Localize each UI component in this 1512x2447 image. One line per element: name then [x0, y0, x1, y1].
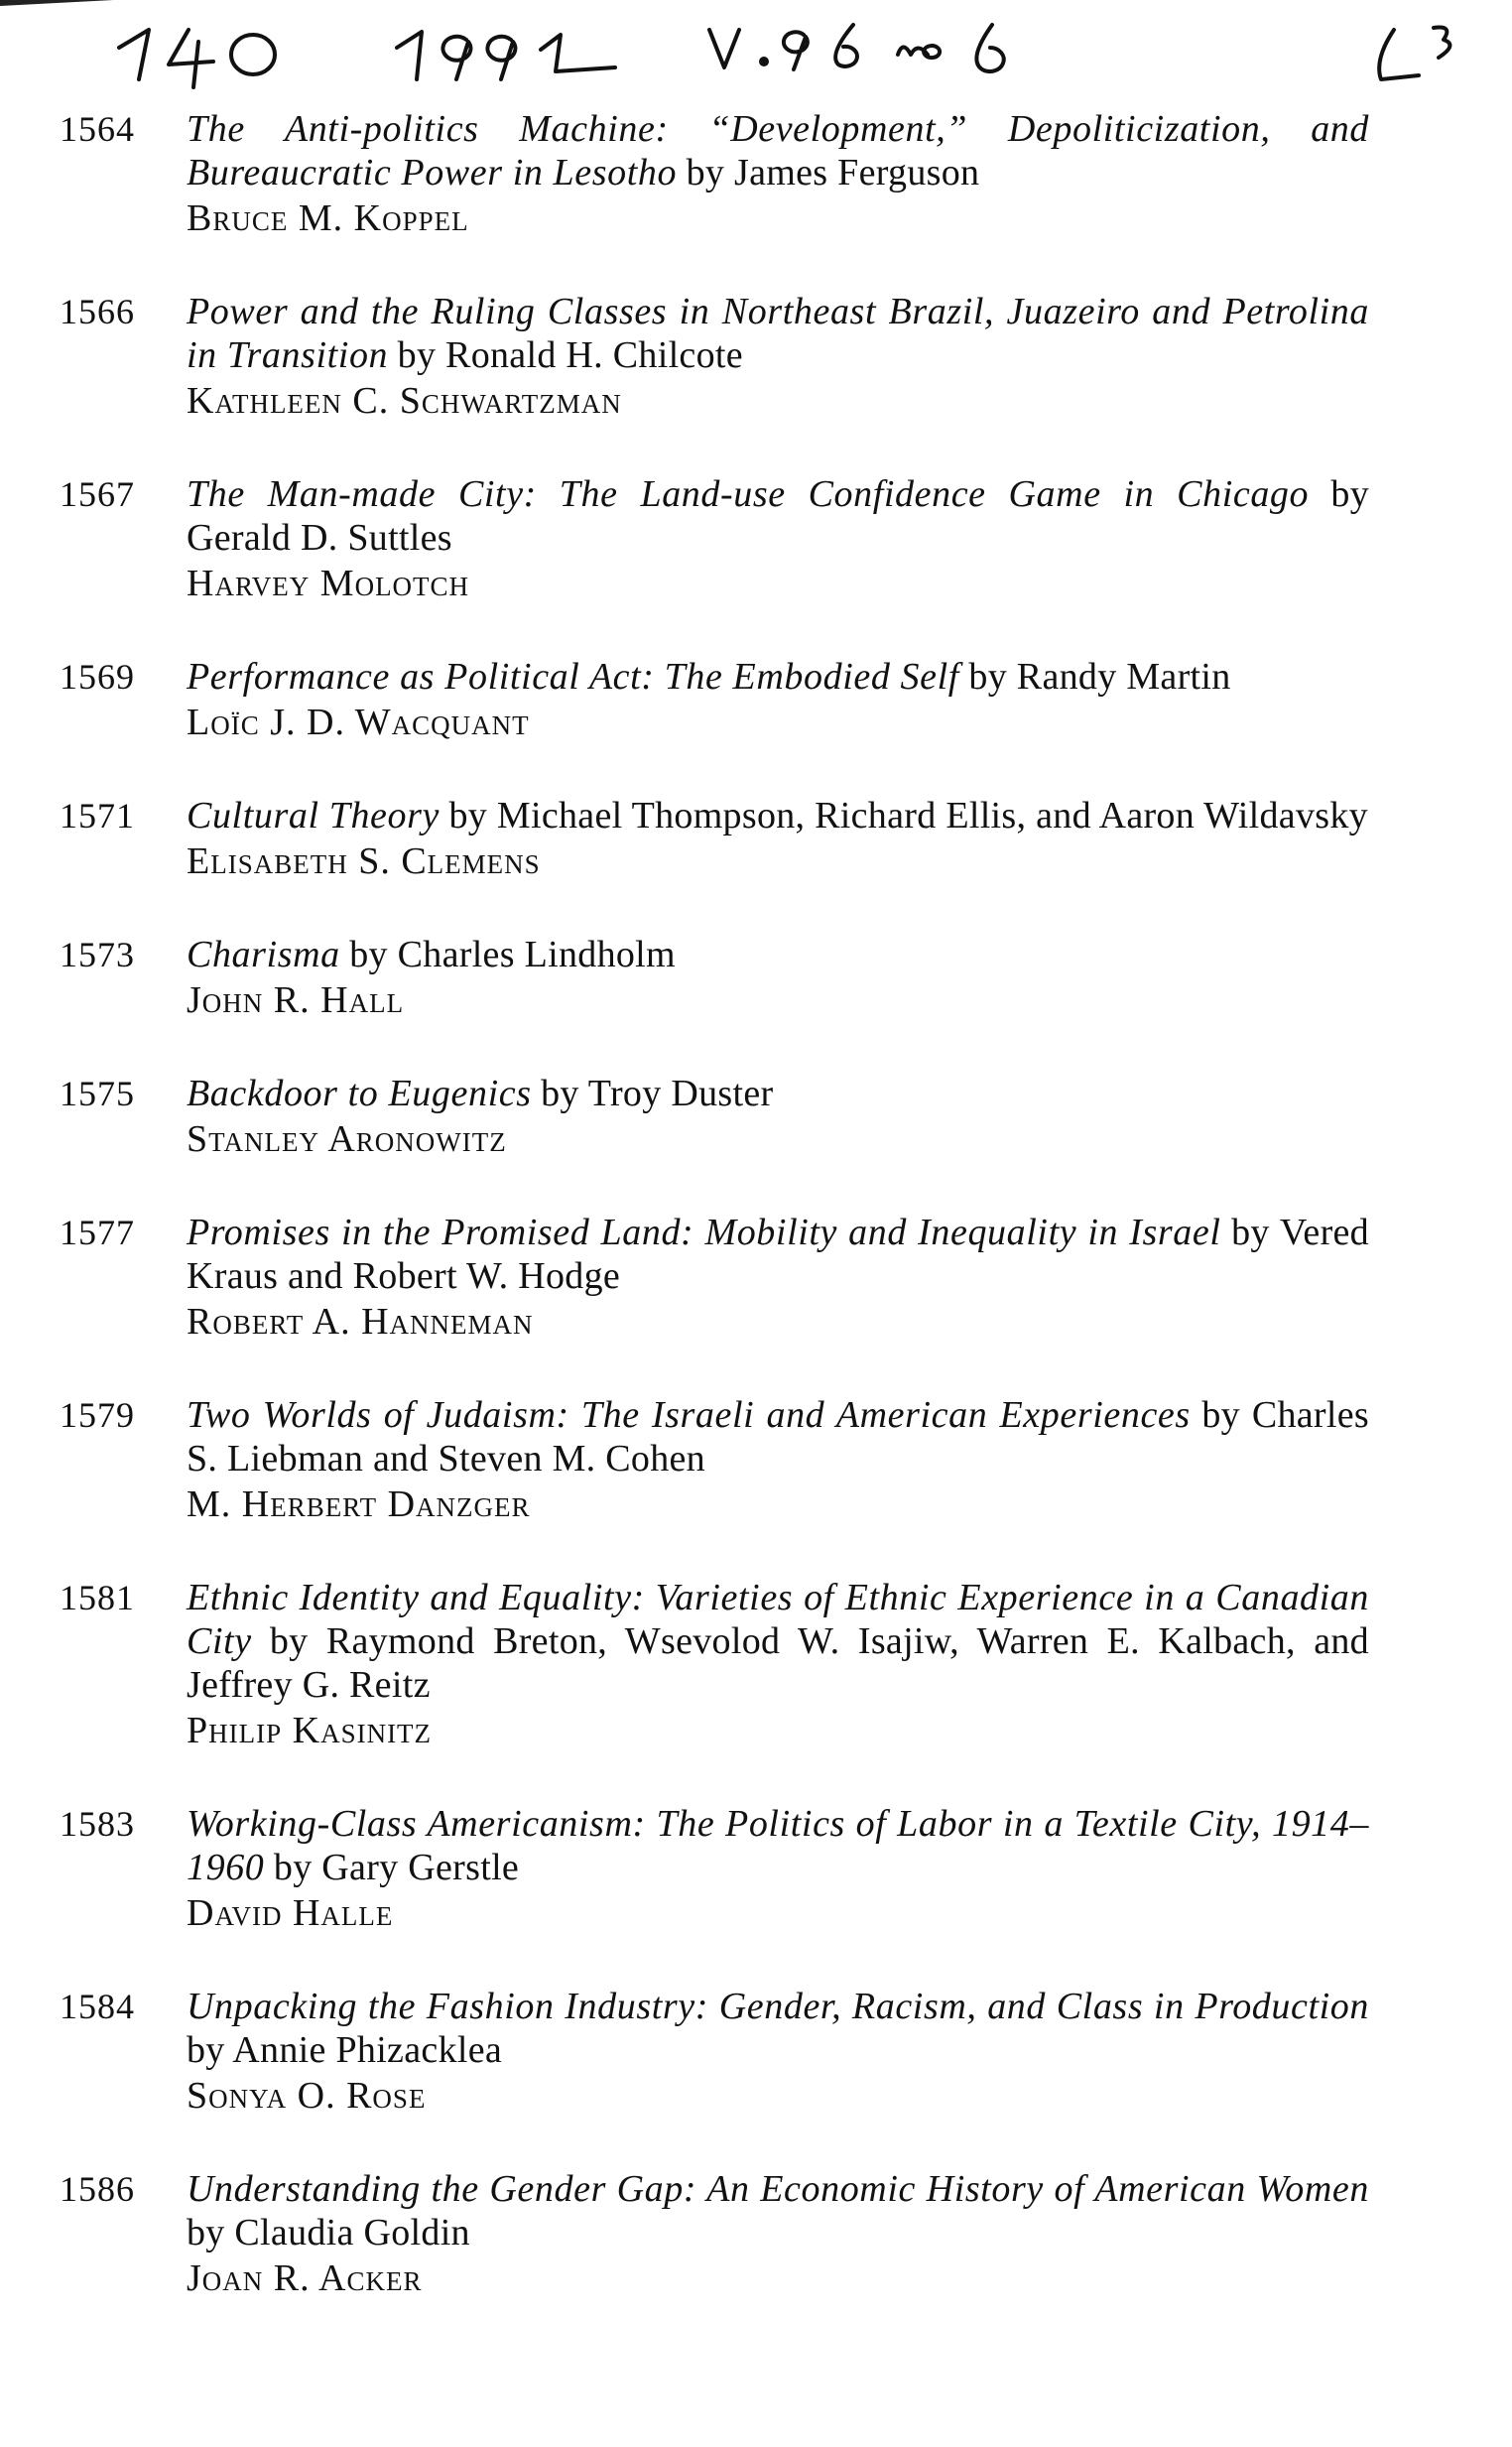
entry-body: [187, 1072, 1369, 1161]
page-number: 1579: [60, 1395, 135, 1435]
book-author: by Troy Duster: [541, 1073, 774, 1114]
list-item: [60, 1576, 1369, 1752]
page-number: 1586: [60, 2169, 135, 2209]
entry-body: [187, 2167, 1369, 2300]
handwritten-call-number: [0, 0, 1512, 109]
reviewer-name: Kathleen C. Schwartzman: [187, 380, 622, 422]
page-number: 1571: [60, 796, 135, 836]
book-title: The Anti-politics Machine: “Development,” Depoliticization, and Bureaucratic Power in Lesotho: [187, 108, 1369, 193]
page-number: 1569: [60, 657, 135, 697]
entry-body: [187, 1985, 1369, 2118]
page-number: 1583: [60, 1804, 135, 1844]
handwritten-annotation: [0, 0, 1512, 109]
entry-body: [187, 1393, 1369, 1526]
list-item: [60, 794, 1369, 883]
book-author: by Charles S. Liebman and Steven M. Cohen: [187, 1394, 1369, 1480]
reviewer-name: Philip Kasinitz: [187, 1710, 433, 1751]
list-item: [60, 1985, 1369, 2118]
book-title: Charisma: [187, 934, 340, 975]
list-item: [60, 1393, 1369, 1526]
book-title: Power and the Ruling Classes in Northeast Brazil, Juazeiro and Petrolina in Transition: [187, 291, 1369, 376]
entry-body: [187, 472, 1369, 605]
page-number: 1575: [60, 1074, 135, 1113]
page-number: 1577: [60, 1213, 135, 1252]
reviewer-name: John R. Hall: [187, 979, 405, 1021]
page-number: 1584: [60, 1987, 135, 2026]
reviewer-name: Elisabeth S. Clemens: [187, 840, 541, 882]
book-author: by Charles Lindholm: [349, 934, 676, 975]
book-title: Two Worlds of Judaism: The Israeli and American Experiences: [187, 1394, 1191, 1436]
list-item: [60, 107, 1369, 240]
reviewer-name: Harvey Molotch: [187, 563, 470, 604]
entry-body: [187, 655, 1369, 744]
entry-body: [187, 1576, 1369, 1752]
list-item: [60, 1072, 1369, 1161]
book-author: by Gary Gerstle: [273, 1847, 520, 1888]
reviewer-name: Sonya O. Rose: [187, 2075, 427, 2117]
entry-body: [187, 1802, 1369, 1935]
list-item: [60, 1802, 1369, 1935]
book-title: Working-Class Americanism: The Politics of Labor in a Textile City, 1914–1960: [187, 1803, 1369, 1888]
list-item: [60, 933, 1369, 1022]
entry-body: [187, 933, 1369, 1022]
book-title: Ethnic Identity and Equality: Varieties of Ethnic Experience in a Canadian City: [187, 1577, 1369, 1662]
list-item: [60, 472, 1369, 605]
entry-body: [187, 107, 1369, 240]
reviewer-name: Bruce M. Koppel: [187, 197, 469, 239]
book-title: Promises in the Promised Land: Mobility and Inequality in Israel: [187, 1212, 1221, 1253]
page-number: 1573: [60, 935, 135, 974]
page-number: 1564: [60, 109, 135, 149]
reviewer-name: Robert A. Hanneman: [187, 1301, 534, 1343]
page-number: 1566: [60, 292, 135, 331]
book-title: Performance as Political Act: The Embodied Self: [187, 656, 959, 698]
book-title: Backdoor to Eugenics: [187, 1073, 532, 1114]
book-author: by James Ferguson: [686, 152, 980, 193]
page-number: 1581: [60, 1578, 135, 1617]
book-author: by Randy Martin: [968, 656, 1231, 698]
book-author: by Michael Thompson, Richard Ellis, and Aaron Wildavsky: [448, 795, 1368, 837]
book-title: The Man-made City: The Land-use Confidence Game in Chicago: [187, 473, 1310, 515]
list-item: [60, 2167, 1369, 2300]
entry-body: [187, 290, 1369, 423]
book-author: by Claudia Goldin: [187, 2212, 470, 2254]
book-author: by Vered Kraus and Robert W. Hodge: [187, 1212, 1369, 1297]
reviewer-name: Stanley Aronowitz: [187, 1118, 507, 1160]
entry-body: [187, 1211, 1369, 1344]
reviewer-name: Joan R. Acker: [187, 2257, 423, 2299]
book-title: Cultural Theory: [187, 795, 440, 837]
page-number: 1567: [60, 474, 135, 514]
reviewer-name: Loïc J. D. Wacquant: [187, 702, 530, 743]
book-author: by Ronald H. Chilcote: [397, 334, 743, 376]
book-author: by Gerald D. Suttles: [187, 473, 1370, 559]
book-author: by Annie Phizacklea: [187, 2029, 503, 2071]
list-item: [60, 655, 1369, 744]
reviewer-name: David Halle: [187, 1892, 394, 1934]
book-author: by Raymond Breton, Wsevolod W. Isajiw, Warren E. Kalbach, and Jeffrey G. Reitz: [187, 1620, 1369, 1706]
book-title: Understanding the Gender Gap: An Economic History of American Women: [187, 2168, 1369, 2210]
reviewer-name: M. Herbert Danzger: [187, 1483, 531, 1525]
book-title: Unpacking the Fashion Industry: Gender, Racism, and Class in Production: [187, 1986, 1369, 2027]
list-item: [60, 290, 1369, 423]
review-list: [60, 107, 1369, 2350]
entry-body: [187, 794, 1369, 883]
list-item: [60, 1211, 1369, 1344]
